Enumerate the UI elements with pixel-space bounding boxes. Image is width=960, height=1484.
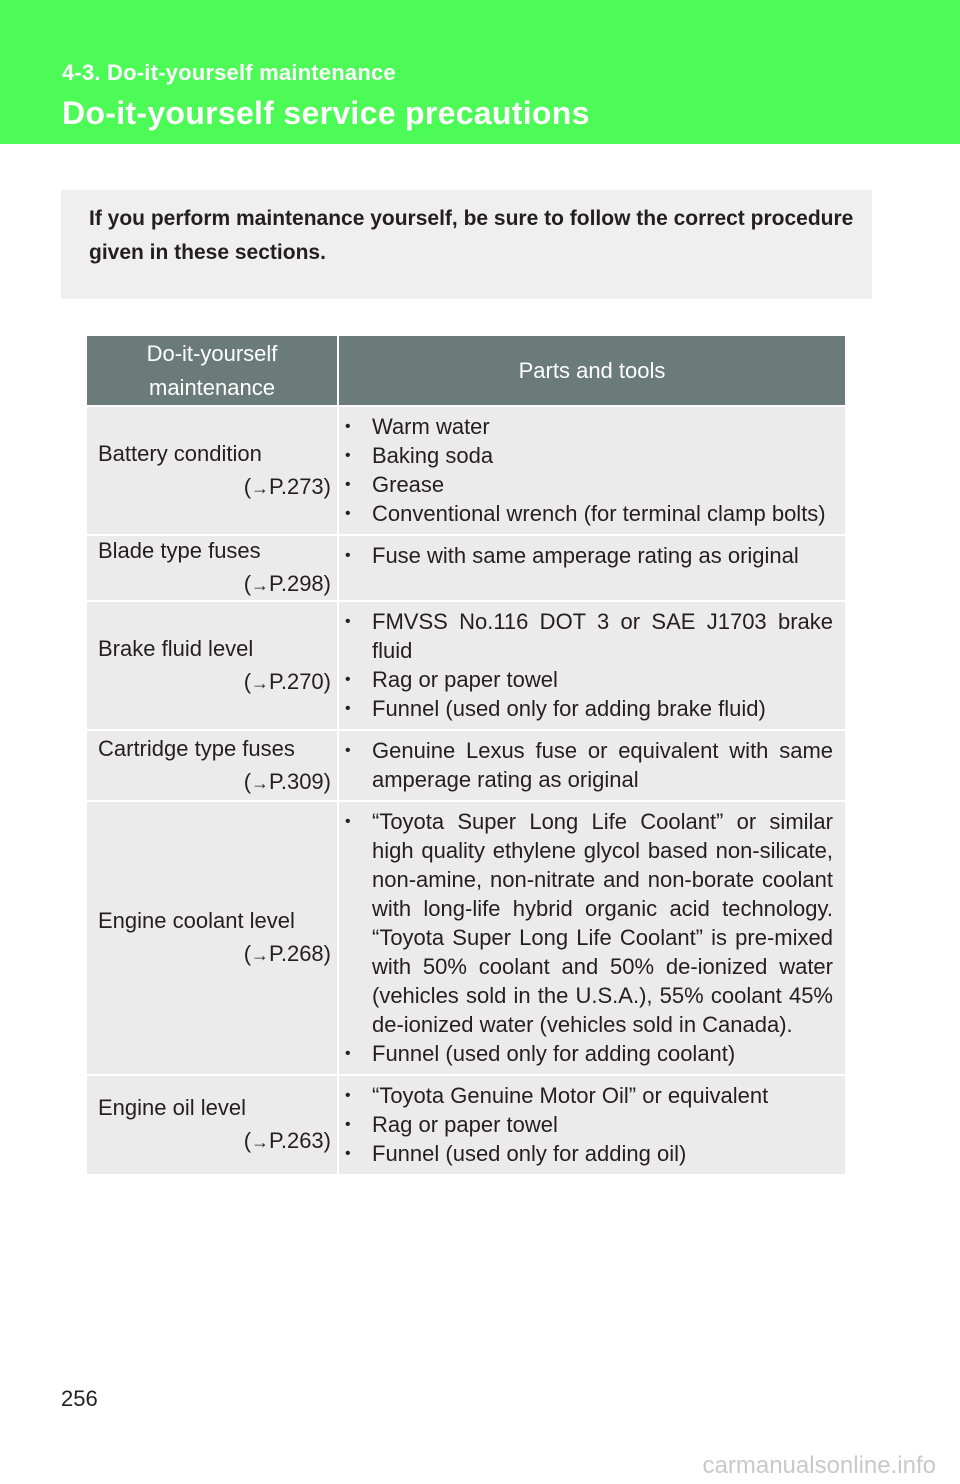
tools-list <box>339 731 845 800</box>
tool-list-item: • Rag or paper towel <box>339 665 833 694</box>
parts-and-tools-cell <box>338 406 845 535</box>
arrow-right-icon: → <box>251 1132 270 1152</box>
tool-list-item: • Funnel (used only for adding brake fluid) <box>339 694 833 723</box>
table-body <box>87 406 845 1174</box>
page-reference-link[interactable] <box>87 939 337 970</box>
page-reference-text: P.268 <box>269 941 324 966</box>
table-row <box>87 730 845 801</box>
maintenance-item-name: Battery condition <box>98 440 262 466</box>
paren-open: ( <box>243 1128 252 1153</box>
paren-open: ( <box>243 941 252 966</box>
column-header-maintenance: Do-it-yourself maintenance <box>87 336 338 406</box>
table-row <box>87 801 845 1075</box>
intro-text: If you perform maintenance yourself, be sure to follow the correct procedure given in these sections. <box>89 207 854 264</box>
page-number: 256 <box>61 1386 98 1411</box>
tool-list-item: • Grease <box>339 470 833 499</box>
arrow-right-icon: → <box>251 945 270 965</box>
maintenance-item-cell <box>87 535 338 601</box>
table-row <box>87 406 845 535</box>
column-header-parts-and-tools: Parts and tools <box>338 336 845 406</box>
paren-open: ( <box>243 473 252 499</box>
maintenance-table <box>87 336 845 1174</box>
maintenance-item-name: Engine oil level <box>98 1095 246 1120</box>
parts-and-tools-cell <box>338 730 845 801</box>
maintenance-item-name: Brake fluid level <box>98 635 254 661</box>
arrow-right-icon: → <box>251 772 270 793</box>
table-row <box>87 601 845 730</box>
maintenance-item-name: Blade type fuses <box>98 538 261 563</box>
table-row <box>87 535 845 601</box>
maintenance-item-cell <box>87 730 338 801</box>
paren-close: ) <box>323 768 331 794</box>
tool-list-item: • Warm water <box>339 412 833 441</box>
tool-list-item: • Funnel (used only for adding coolant) <box>339 1039 833 1068</box>
section-label: 4-3. Do-it-yourself maintenance <box>62 60 396 85</box>
tool-list-item: • Rag or paper towel <box>339 1110 833 1139</box>
page-reference-text: P.270 <box>269 668 324 694</box>
maintenance-item-cell <box>87 801 338 1075</box>
tool-list-item: • Fuse with same amperage rating as original <box>339 541 833 570</box>
maintenance-item-name: Cartridge type fuses <box>98 735 295 761</box>
maintenance-item-cell <box>87 601 338 730</box>
page-reference-text: P.263 <box>269 1128 324 1153</box>
tools-list <box>339 407 845 534</box>
watermark: carmanualsonline.info <box>702 1452 936 1479</box>
page-reference-text: P.298 <box>269 571 324 596</box>
tool-list-item: • Funnel (used only for adding oil) <box>339 1139 833 1168</box>
maintenance-item-name: Engine coolant level <box>98 908 295 933</box>
paren-close: ) <box>323 473 331 499</box>
tool-list-item: • Baking soda <box>339 441 833 470</box>
tool-list-item: • Conventional wrench (for terminal clamp bolts) <box>339 499 833 528</box>
tools-list <box>339 802 845 1074</box>
page-reference-link[interactable] <box>87 1126 337 1157</box>
arrow-right-icon: → <box>251 672 270 693</box>
parts-and-tools-cell <box>338 535 845 601</box>
paren-close: ) <box>323 1128 331 1153</box>
page-reference-link[interactable] <box>87 472 337 503</box>
tools-list <box>339 1076 845 1174</box>
parts-and-tools-cell <box>338 801 845 1075</box>
tool-list-item: • “Toyota Super Long Life Coolant” or similar high quality ethylene glycol based non-silicate, non-amine, non-nitrate and non-borate coolant with long-life hybrid organic acid technology. “Toyota Super Long Life Coolant” is pre-mixed with 50% coolant and 50% de-ionized water (vehicles sold in the U.S.A.), 55% coolant 45% de-ionized water (vehicles sold in Canada). <box>339 807 833 1039</box>
paren-open: ( <box>243 668 252 694</box>
page-title: Do-it-yourself service precautions <box>62 95 590 131</box>
tools-list <box>339 602 845 729</box>
tool-list-item: • Genuine Lexus fuse or equivalent with same amperage rating as original <box>339 736 833 794</box>
intro-box <box>61 190 872 299</box>
paren-close: ) <box>323 668 331 694</box>
parts-and-tools-cell <box>338 601 845 730</box>
page-reference-link[interactable] <box>87 667 337 698</box>
table-header-row <box>87 336 845 406</box>
tool-list-item: • FMVSS No.116 DOT 3 or SAE J1703 brake fluid <box>339 607 833 665</box>
maintenance-item-cell <box>87 1075 338 1174</box>
paren-close: ) <box>323 571 331 596</box>
maintenance-item-cell <box>87 406 338 535</box>
page-reference-text: P.309 <box>269 768 324 794</box>
table-row <box>87 1075 845 1174</box>
page-reference-link[interactable] <box>87 569 337 600</box>
arrow-right-icon: → <box>251 575 270 595</box>
tools-list <box>339 536 845 576</box>
arrow-right-icon: → <box>251 477 270 498</box>
page-reference-text: P.273 <box>269 473 324 499</box>
paren-close: ) <box>323 941 331 966</box>
paren-open: ( <box>243 571 252 596</box>
page-reference-link[interactable] <box>87 767 337 798</box>
tool-list-item: • “Toyota Genuine Motor Oil” or equivalent <box>339 1081 833 1110</box>
paren-open: ( <box>243 768 252 794</box>
parts-and-tools-cell <box>338 1075 845 1174</box>
